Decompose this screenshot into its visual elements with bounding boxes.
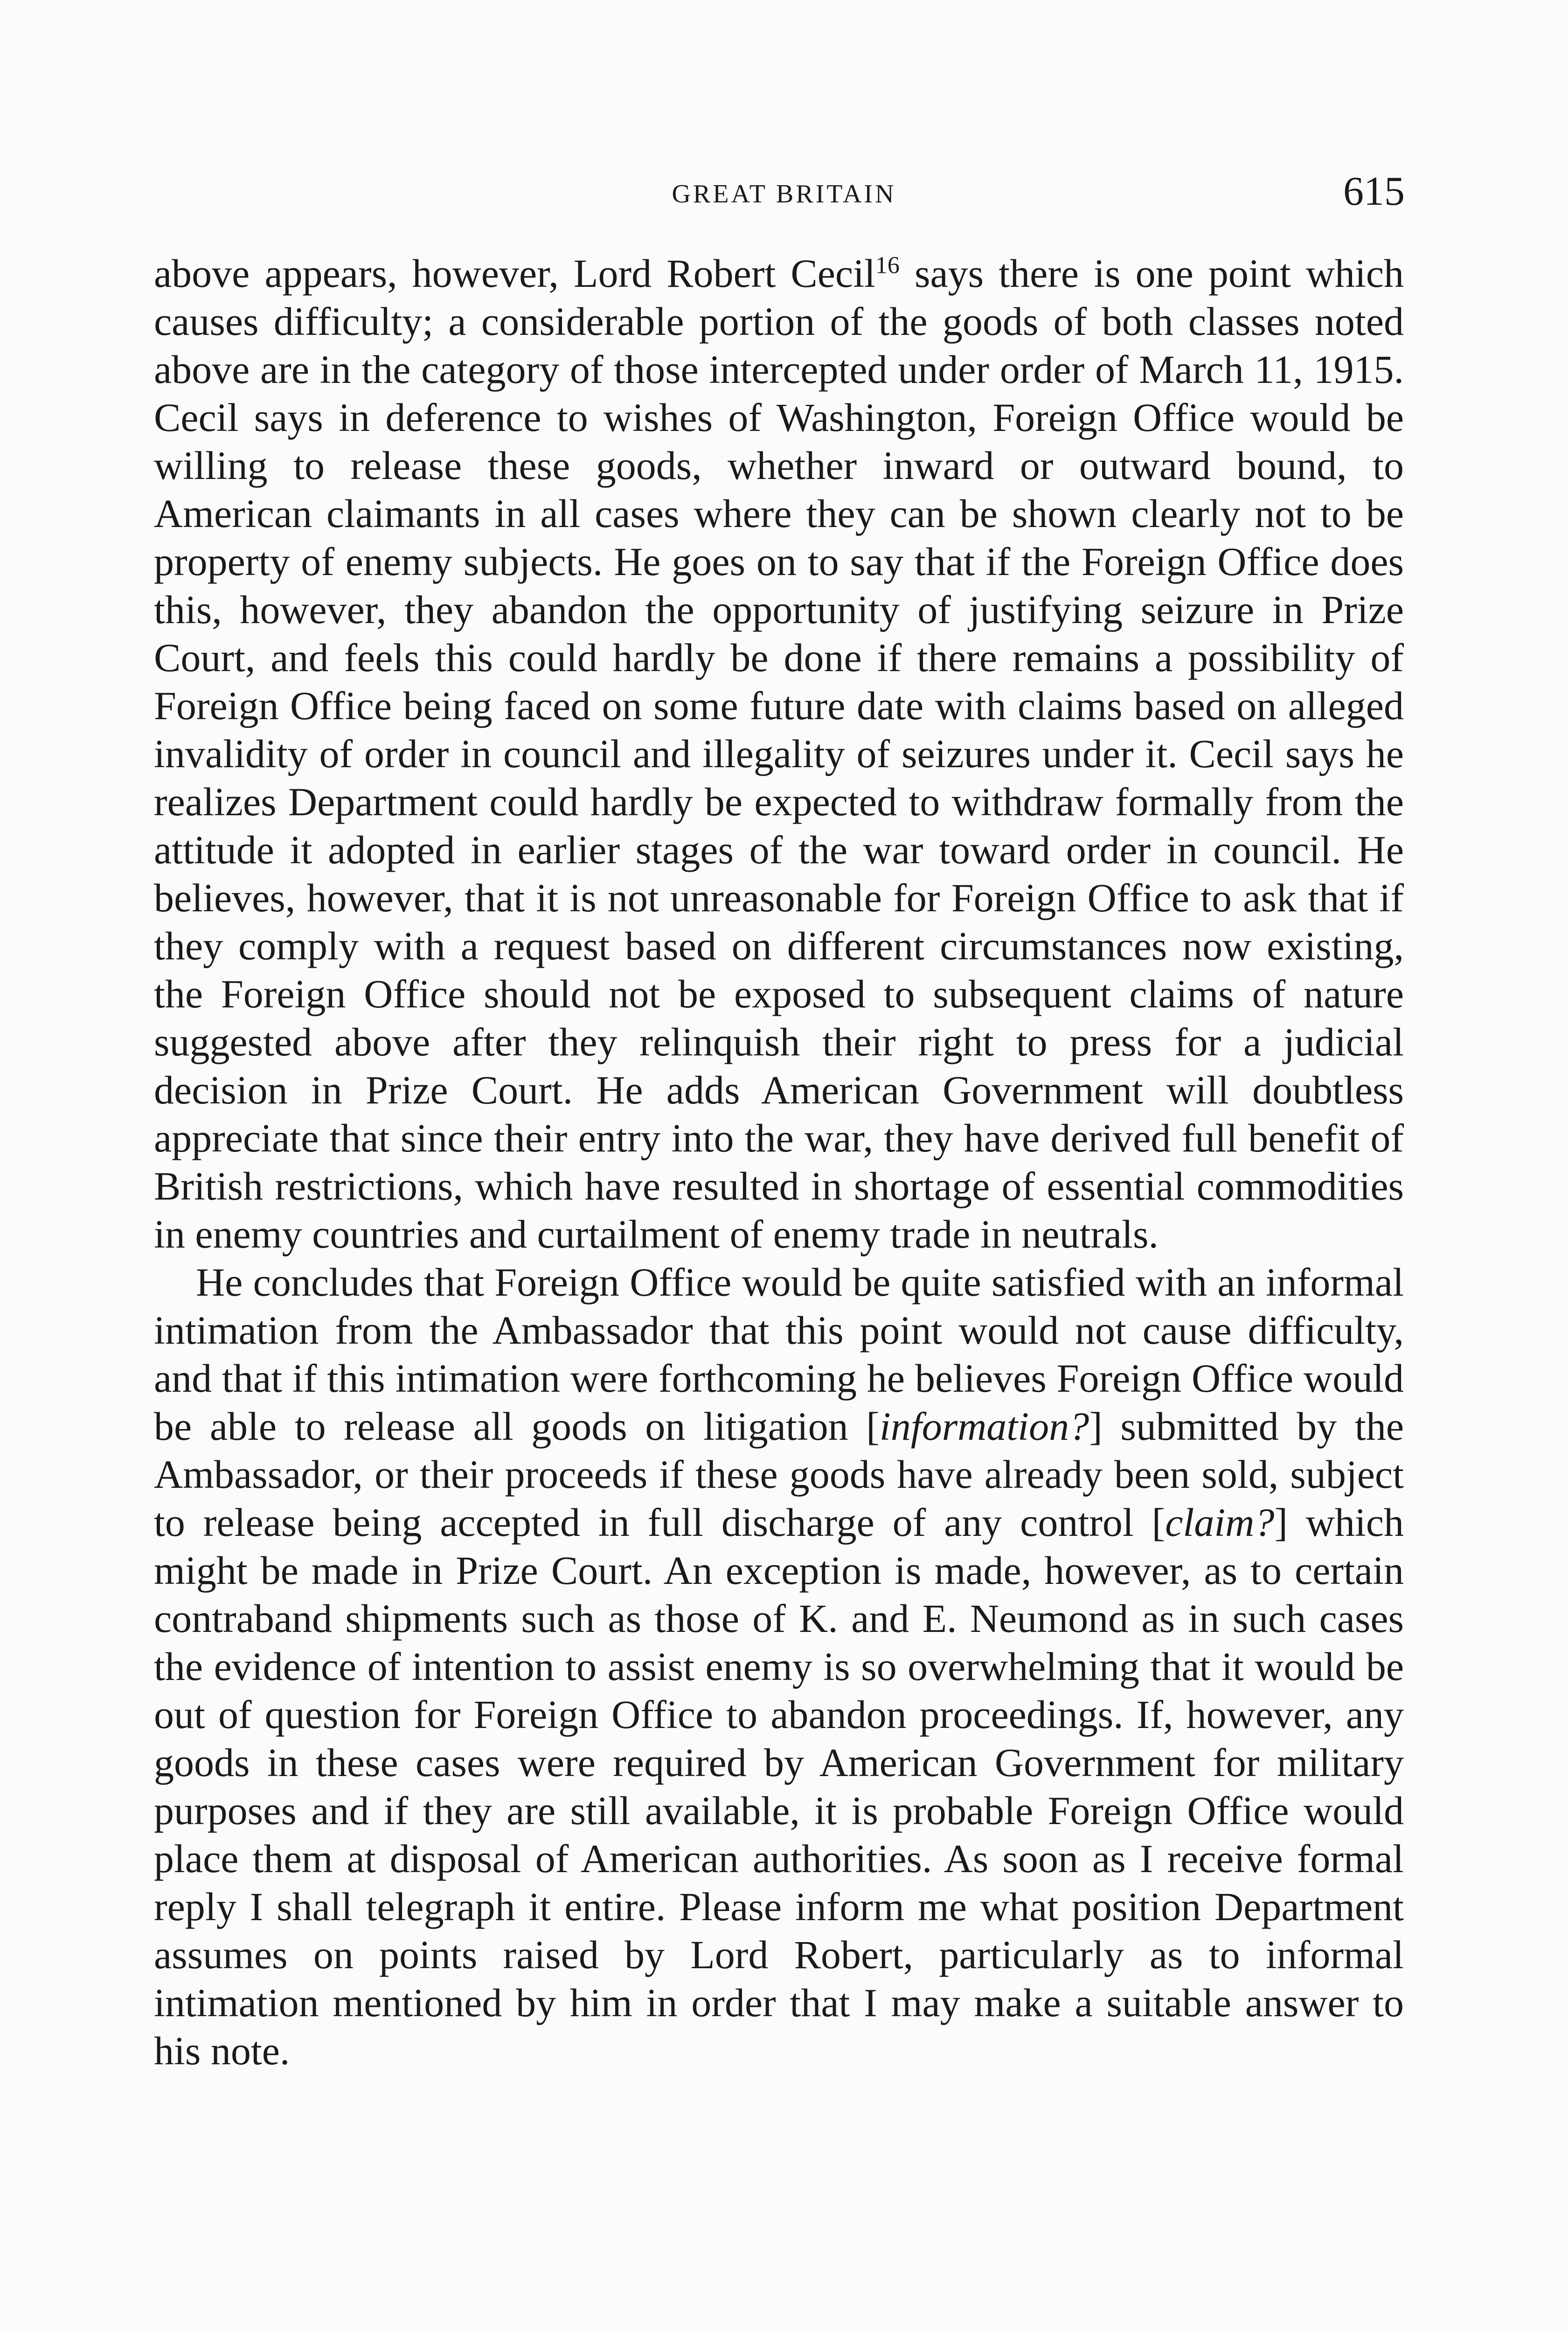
paragraph-2-text-c: ] which might be made in Prize Court. An exception is made, however, as to certain contraband shipments such as those of K. and E. Neumond as in such cases the evidence of intention to assist enemy is so overwhelming that it would be out of question for Foreign Office to abandon proceedings. If, however, any goods in these cases were required by American Government for military purposes and if they are still available, it is probable Foreign Office would place them at disposal of American authorities. As soon as I receive formal reply I shall telegraph it entire. Please inform me what position Department assumes on points raised by Lord Robert, particularly as to informal intimation mentioned by him in order that I may make a suitable answer to his note. xyxy=(154,1500,1404,2073)
footnote-reference: 16 xyxy=(875,252,900,279)
paragraph-2 xyxy=(154,1258,1404,2075)
paragraph-1-text: says there is one point which causes difficulty; a considerable portion of the goods of both classes noted above are in the category of those intercepted under order of March 11, 1915. Cecil says in deference to wishes of Washington, Foreign Office would be willing to release these goods, whether inward or outward bound, to American claimants in all cases where they can be shown clearly not to be property of enemy subjects. He goes on to say that if the Foreign Office does this, however, they abandon the opportunity of justifying seizure in Prize Court, and feels this could hardly be done if there remains a possibility of Foreign Office being faced on some future date with claims based on alleged invalidity of order in council and illegality of seizures under it. Cecil says he realizes Department could hardly be expected to withdraw formally from the attitude it adopted in earlier stages of the war toward order in council. He believes, however, that it is not unreasonable for Foreign Office to ask that if they comply with a request based on different circumstances now existing, the Foreign Office should not be exposed to subsequent claims of nature suggested above after they relinquish their right to press for a judicial decision in Prize Court. He adds American Government will doubtless appreciate that since their entry into the war, they have derived full benefit of British restrictions, which have resulted in shortage of essential commodities in enemy countries and curtailment of enemy trade in neutrals. xyxy=(154,251,1404,1256)
paragraph-2-text-a: He concludes that Foreign Office would be quite satisfied with an informal intimation from the Ambassador that this point would not cause difficulty, and that if this intimation were forthcoming he believes Foreign Office would be able to release all goods on litigation [ xyxy=(154,1260,1404,1449)
editorial-insertion-information: information? xyxy=(879,1404,1089,1449)
paragraph-1 xyxy=(154,250,1404,1258)
page-number: 615 xyxy=(1343,169,1405,214)
paragraph-2-text-b: ] submitted by the Ambassador, or their proceeds if these goods have already been sold, subject to release being accepted in full discharge of any control [ xyxy=(154,1404,1404,1545)
running-head xyxy=(163,168,1405,219)
editorial-insertion-claim: claim? xyxy=(1165,1500,1275,1545)
running-title: GREAT BRITAIN xyxy=(672,180,896,208)
paragraph-1-opening: above appears, however, Lord Robert Cecil xyxy=(154,251,875,296)
body-text xyxy=(154,250,1404,2075)
